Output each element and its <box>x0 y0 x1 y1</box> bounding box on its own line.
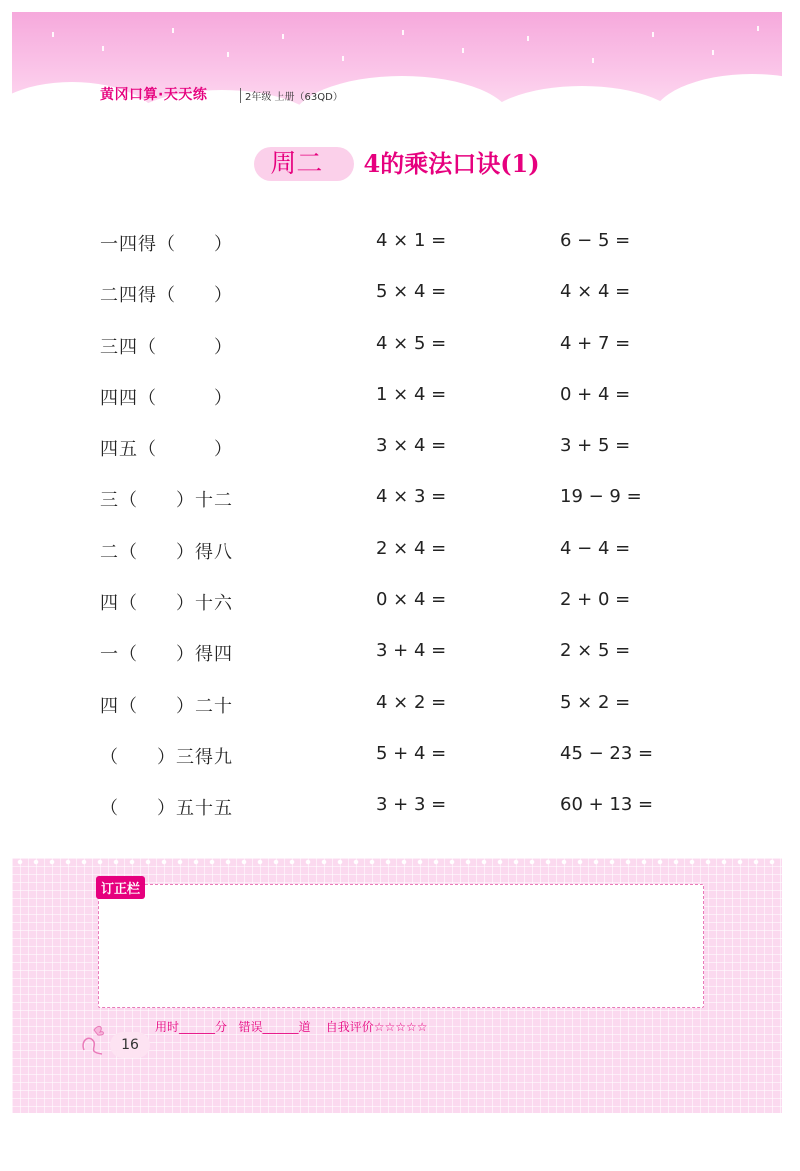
brand-title: 黄冈口算·天天练 <box>100 87 208 103</box>
exercise-row <box>100 737 720 788</box>
grade-label: 2年级 上册（63QD） <box>240 88 343 103</box>
page-number: 16 <box>110 1032 150 1058</box>
equation: 4 × 1 = <box>376 230 447 251</box>
equation: 4 × 5 = <box>376 332 447 354</box>
equation: 19 − 9 = <box>560 486 642 508</box>
equation: 4 × 4 = <box>560 281 631 303</box>
day-label <box>260 143 332 180</box>
exercise-row <box>100 327 720 378</box>
multiplication-rhyme: 四四（ ） <box>100 387 233 409</box>
multiplication-rhyme: 四（ ）二十 <box>100 695 233 717</box>
multiplication-rhyme: （ ）三得九 <box>100 746 233 768</box>
equation: 4 × 2 = <box>376 691 447 713</box>
multiplication-rhyme: 三（ ）十二 <box>100 490 233 512</box>
exercise-row <box>100 480 720 531</box>
exercise-row <box>100 788 720 839</box>
equation: 3 + 4 = <box>376 640 447 662</box>
day-text: 周二 <box>270 149 323 179</box>
equation: 60 + 13 = <box>560 794 654 816</box>
equation: 3 + 5 = <box>560 435 631 457</box>
equation: 6 − 5 = <box>560 230 631 251</box>
equation: 45 − 23 = <box>560 742 654 764</box>
footer-dot-border <box>12 858 782 866</box>
multiplication-rhyme: 一（ ）得四 <box>100 644 233 666</box>
equation: 5 × 4 = <box>376 281 447 303</box>
multiplication-rhyme: 二（ ）得八 <box>100 541 233 563</box>
equation: 1 × 4 = <box>376 383 447 405</box>
equation: 2 + 0 = <box>560 589 631 611</box>
equation: 0 × 4 = <box>376 589 447 611</box>
correction-area[interactable] <box>98 884 704 1008</box>
multiplication-rhyme: 三四（ ） <box>100 336 233 358</box>
exercise-grid <box>100 224 720 840</box>
equation: 2 × 4 = <box>376 537 447 559</box>
multiplication-rhyme: 二四得（ ） <box>100 285 233 307</box>
exercise-row <box>100 532 720 583</box>
equation: 4 − 4 = <box>560 537 631 559</box>
header-banner <box>12 12 782 122</box>
footer-panel <box>12 858 782 1113</box>
exercise-row <box>100 686 720 737</box>
lesson-title: 4的乘法口诀(1) <box>363 149 540 178</box>
multiplication-rhyme: 四（ ）十六 <box>100 593 233 615</box>
equation: 0 + 4 = <box>560 383 631 405</box>
exercise-row <box>100 634 720 685</box>
page-title <box>0 143 800 180</box>
exercise-row <box>100 224 720 275</box>
self-evaluation-line: 用时______分 错误______道 自我评价☆☆☆☆☆ <box>155 1020 428 1034</box>
exercise-row <box>100 275 720 326</box>
exercise-row <box>100 378 720 429</box>
exercise-row <box>100 429 720 480</box>
equation: 5 × 2 = <box>560 691 631 713</box>
equation: 3 + 3 = <box>376 794 447 816</box>
exercise-row <box>100 583 720 634</box>
multiplication-rhyme: （ ）五十五 <box>100 798 233 820</box>
multiplication-rhyme: 一四得（ ） <box>100 234 233 255</box>
equation: 4 × 3 = <box>376 486 447 508</box>
equation: 3 × 4 = <box>376 435 447 457</box>
equation: 5 + 4 = <box>376 742 447 764</box>
multiplication-rhyme: 四五（ ） <box>100 439 233 461</box>
equation: 4 + 7 = <box>560 332 631 354</box>
correction-label: 订正栏 <box>96 876 145 899</box>
equation: 2 × 5 = <box>560 640 631 662</box>
